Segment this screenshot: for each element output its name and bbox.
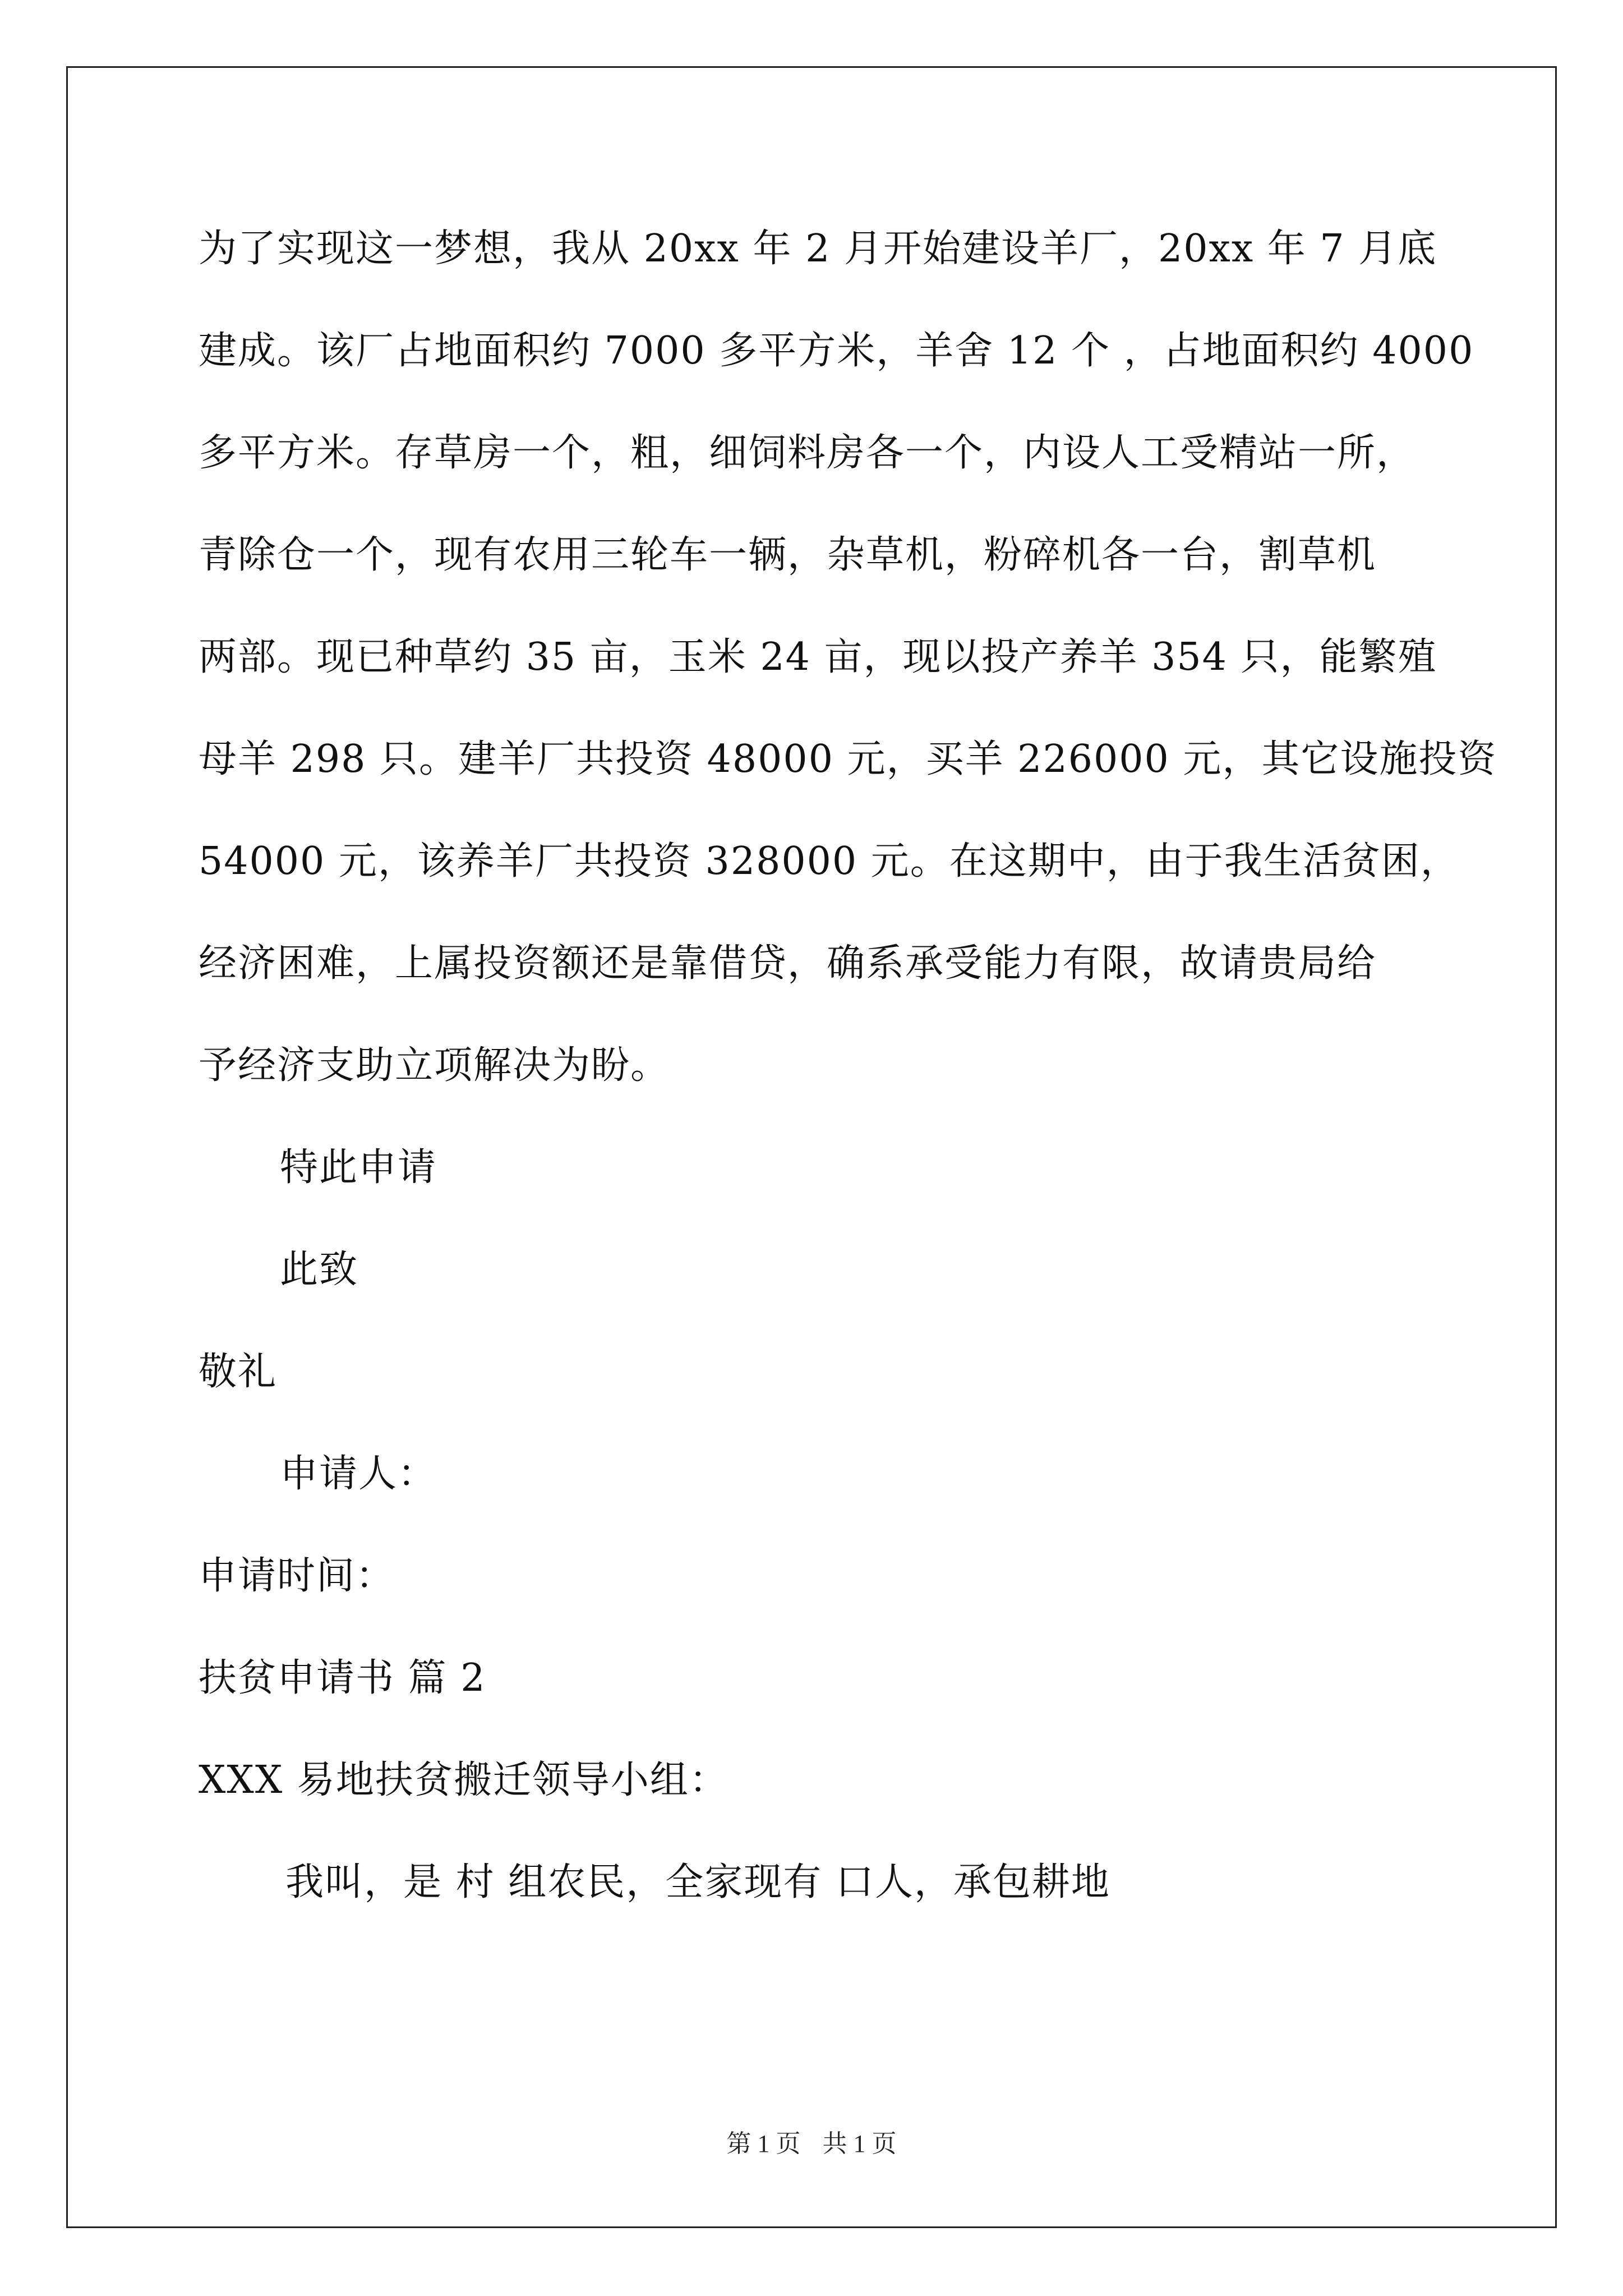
paragraph-line-9: 予经济支助立项解决为盼。 (199, 1043, 670, 1088)
closing-cizhi: 此致 (280, 1248, 359, 1292)
paragraph-line-1: 为了实现这一梦想，我从 20xx 年 2 月开始建设羊厂，20xx 年 7 月底 (199, 227, 1437, 271)
paragraph-line-6: 母羊 298 只。建羊厂共投资 48000 元，买羊 226000 元，其它设施投资 (199, 737, 1497, 781)
applicant-label: 申请人： (280, 1452, 437, 1496)
date-label: 申请时间： (199, 1554, 395, 1598)
page-footer (0, 2127, 1623, 2161)
paragraph-line-2: 建成。该厂占地面积约 7000 多平方米，羊舍 12 个 ，占地面积约 4000 (199, 329, 1474, 373)
page-number-total: 共 1 页 (822, 2130, 897, 2157)
closing-jingli: 敬礼 (199, 1350, 278, 1394)
closing-special: 特此申请 (280, 1145, 437, 1190)
addressee: XXX 易地扶贫搬迁领导小组： (199, 1758, 728, 1802)
paragraph-line-5: 两部。现已种草约 35 亩，玉米 24 亩，现以投产养羊 354 只，能繁殖 (199, 635, 1437, 679)
paragraph-line-3: 多平方米。存草房一个，粗，细饲料房各一个，内设人工受精站一所， (199, 431, 1416, 475)
paragraph-line-4: 青除仓一个，现有农用三轮车一辆，杂草机，粉碎机各一台，割草机 (199, 533, 1377, 577)
paragraph-line-7: 54000 元，该养羊厂共投资 328000 元。在这期中，由于我生活贫困， (199, 839, 1460, 884)
paragraph-line-8: 经济困难，上属投资额还是靠借贷，确系承受能力有限，故请贵局给 (199, 941, 1377, 986)
page-number-current: 第 1 页 (726, 2130, 801, 2157)
section-title: 扶贫申请书 篇 2 (199, 1656, 486, 1700)
intro-line: 我叫，是 村 组农民，全家现有 口人，承包耕地 (285, 1860, 1110, 1904)
